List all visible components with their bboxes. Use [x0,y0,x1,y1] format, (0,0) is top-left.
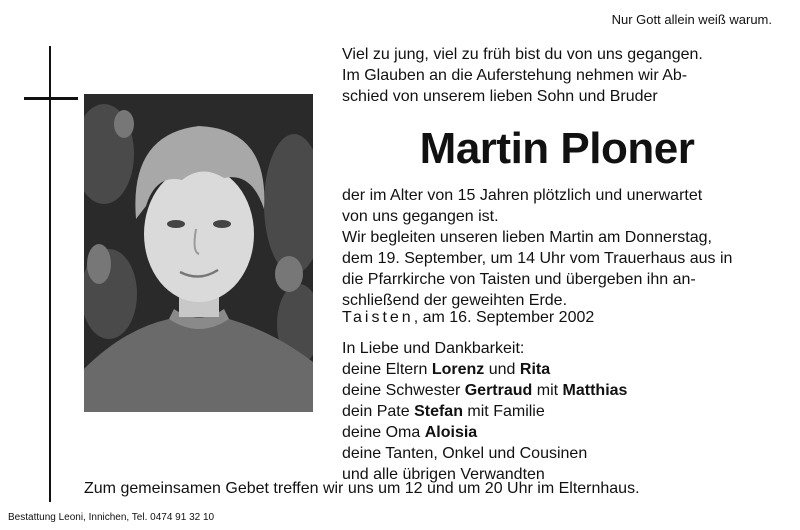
cross-crossbar [24,97,78,100]
closing-text: Zum gemeinsamen Gebet treffen wir uns um 12 und um 20 Uhr im Elternhaus. [84,480,640,497]
announcement-text [342,185,772,311]
deceased-name: Martin Ploner [419,124,695,173]
funeral-home: Bestattung Leoni, Innichen, Tel. 0474 91 32 10 [8,512,215,523]
motto: Nur Gott allein weiß warum. [611,12,772,27]
portrait-photo [84,94,313,412]
body-line: die Pfarrkirche von Taisten und übergeben ihn an- [342,271,696,288]
date: , am 16. September 2002 [413,309,595,326]
body-line: dem 19. September, um 14 Uhr vom Trauerhaus aus in [342,250,733,267]
body-line: Wir begleiten unseren lieben Martin am Donnerstag, [342,229,712,246]
mourner-line: deine Schwester Gertraud mit Matthias [342,382,628,399]
mourner-line: und alle übrigen Verwandten [342,466,545,483]
mourner-line: dein Pate Stefan mit Familie [342,403,545,420]
intro-line: Im Glauben an die Auferstehung nehmen wir Ab- [342,67,688,84]
place-name: Taisten [342,309,414,326]
body-line: schließend der geweihten Erde. [342,292,568,309]
place-date [342,307,772,328]
intro-line: Viel zu jung, viel zu früh bist du von uns gegangen. [342,46,703,63]
mourner-line: deine Eltern Lorenz und Rita [342,361,551,378]
mourner-line: deine Tanten, Onkel und Cousinen [342,445,588,462]
mourner-line: deine Oma Aloisia [342,424,478,441]
intro-text [342,44,772,107]
body-line: von uns gegangen ist. [342,208,499,225]
intro-line: schied von unserem lieben Sohn und Bruder [342,88,658,105]
mourners-list [342,338,772,485]
cross-icon [49,46,51,502]
mourners-heading: In Liebe und Dankbarkeit: [342,340,525,357]
body-line: der im Alter von 15 Jahren plötzlich und unerwartet [342,187,703,204]
